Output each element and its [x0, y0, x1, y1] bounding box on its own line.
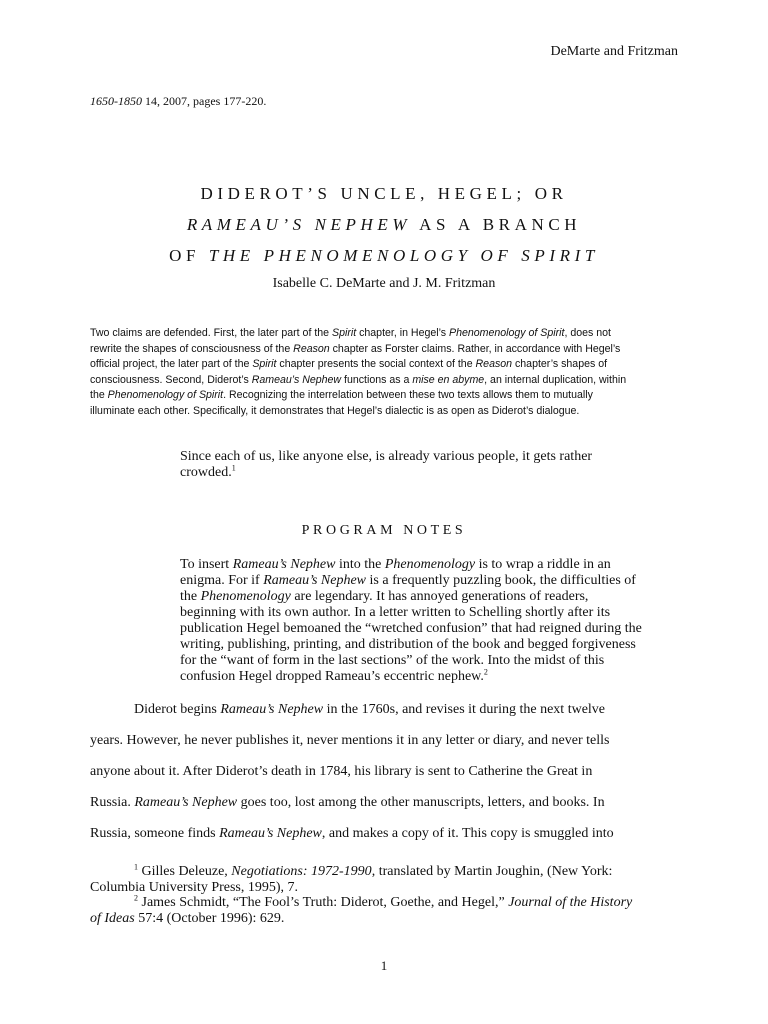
body-line: Diderot begins Rameau’s Nephew in the 1760s, and revises it during the next twelve	[134, 702, 606, 717]
abstract-line: Two claims are defended. First, the later part of the Spirit chapter, in Hegel’s Phenomenology of Spirit, does not	[90, 327, 611, 339]
body-line: anyone about it. After Diderot’s death in 1784, his library is sent to Catherine the Great in	[90, 764, 593, 779]
abstract-line: consciousness. Second, Diderot’s Rameau’s Nephew functions as a mise en abyme, an internal duplication, within	[90, 373, 627, 386]
footnote-ref-1[interactable]: 1	[231, 463, 236, 473]
title-line-3: OF THE PHENOMENOLOGY OF SPIRIT	[169, 246, 599, 265]
body-line: years. However, he never publishes it, never mentions it in any letter or diary, and never tells	[90, 733, 610, 748]
author-list: Isabelle C. DeMarte and J. M. Fritzman	[272, 276, 496, 291]
paper-title	[0, 178, 768, 271]
running-head: DeMarte and Fritzman	[550, 44, 678, 59]
journal-citation	[90, 94, 266, 109]
abstract-line: illuminate each other. Specifically, it demonstrates that Hegel’s dialectic is as open as Diderot’s dialogue.	[90, 404, 580, 417]
title-line-2: RAMEAU’S NEPHEW AS A BRANCH	[186, 215, 582, 234]
section-heading: PROGRAM NOTES	[301, 523, 467, 538]
body-line: Russia. Rameau’s Nephew goes too, lost among the other manuscripts, letters, and books. In	[90, 795, 605, 810]
citation-details: 14, 2007, pages 177-220.	[142, 94, 267, 108]
quote-line: writing, publishing, printing, and distribution of the book and begged forgiveness	[180, 637, 636, 652]
abstract-line: official project, the later part of the Spirit chapter presents the social context of the Reason chapter’s shapes of	[90, 358, 608, 371]
abstract	[90, 326, 680, 420]
quote-line: confusion Hegel dropped Rameau’s eccentric nephew.$^2$	[180, 667, 488, 684]
abstract-line: the Phenomenology of Spirit. Recognizing the interrelation between these two texts allows them to mutually	[90, 389, 593, 402]
quote-line: the Phenomenology are legendary. It has annoyed generations of readers,	[180, 589, 589, 604]
quote-line: for the “want of form in the last sections” of the work. Into the midst of this	[180, 653, 605, 668]
journal-name: 1650-1850	[90, 94, 142, 108]
footnote-ref-2[interactable]: 2	[483, 667, 488, 677]
footnotes	[90, 864, 690, 926]
quote-line: beginning with its own author. In a letter written to Schelling shortly after its	[180, 605, 611, 620]
footnote-1: $^1$ Gilles Deleuze, Negotiations: 1972-1990, translated by Martin Joughin, (New York:	[134, 862, 613, 879]
quote-line: publication Hegel bemoaned the “wretched confusion” that had reigned during the	[180, 621, 642, 636]
title-line-1: DIDEROT’S UNCLE, HEGEL; OR	[200, 184, 568, 203]
quote-line: To insert Rameau’s Nephew into the Phenomenology is to wrap a riddle in an	[180, 557, 611, 572]
footnote-2: $^2$ James Schmidt, “The Fool’s Truth: Diderot, Goethe, and Hegel,” Journal of the History	[134, 893, 633, 910]
body-text	[90, 694, 690, 849]
epigraph: Since each of us, like anyone else, is already various people, it gets rather crowded.$^1$	[180, 449, 593, 480]
abstract-line: rewrite the shapes of consciousness of the Reason chapter as Forster claims. Rather, in accordance with Hegel’s	[90, 342, 621, 355]
page-number: 1	[380, 958, 388, 973]
block-quote	[180, 557, 680, 685]
quote-line: enigma. For if Rameau’s Nephew is a frequently puzzling book, the difficulties of	[180, 573, 636, 588]
body-line: Russia, someone finds Rameau’s Nephew, and makes a copy of it. This copy is smuggled into	[90, 826, 614, 841]
footnote-1-cont: Columbia University Press, 1995), 7.	[90, 879, 299, 895]
footnote-2-cont: of Ideas 57:4 (October 1996): 629.	[90, 910, 285, 926]
